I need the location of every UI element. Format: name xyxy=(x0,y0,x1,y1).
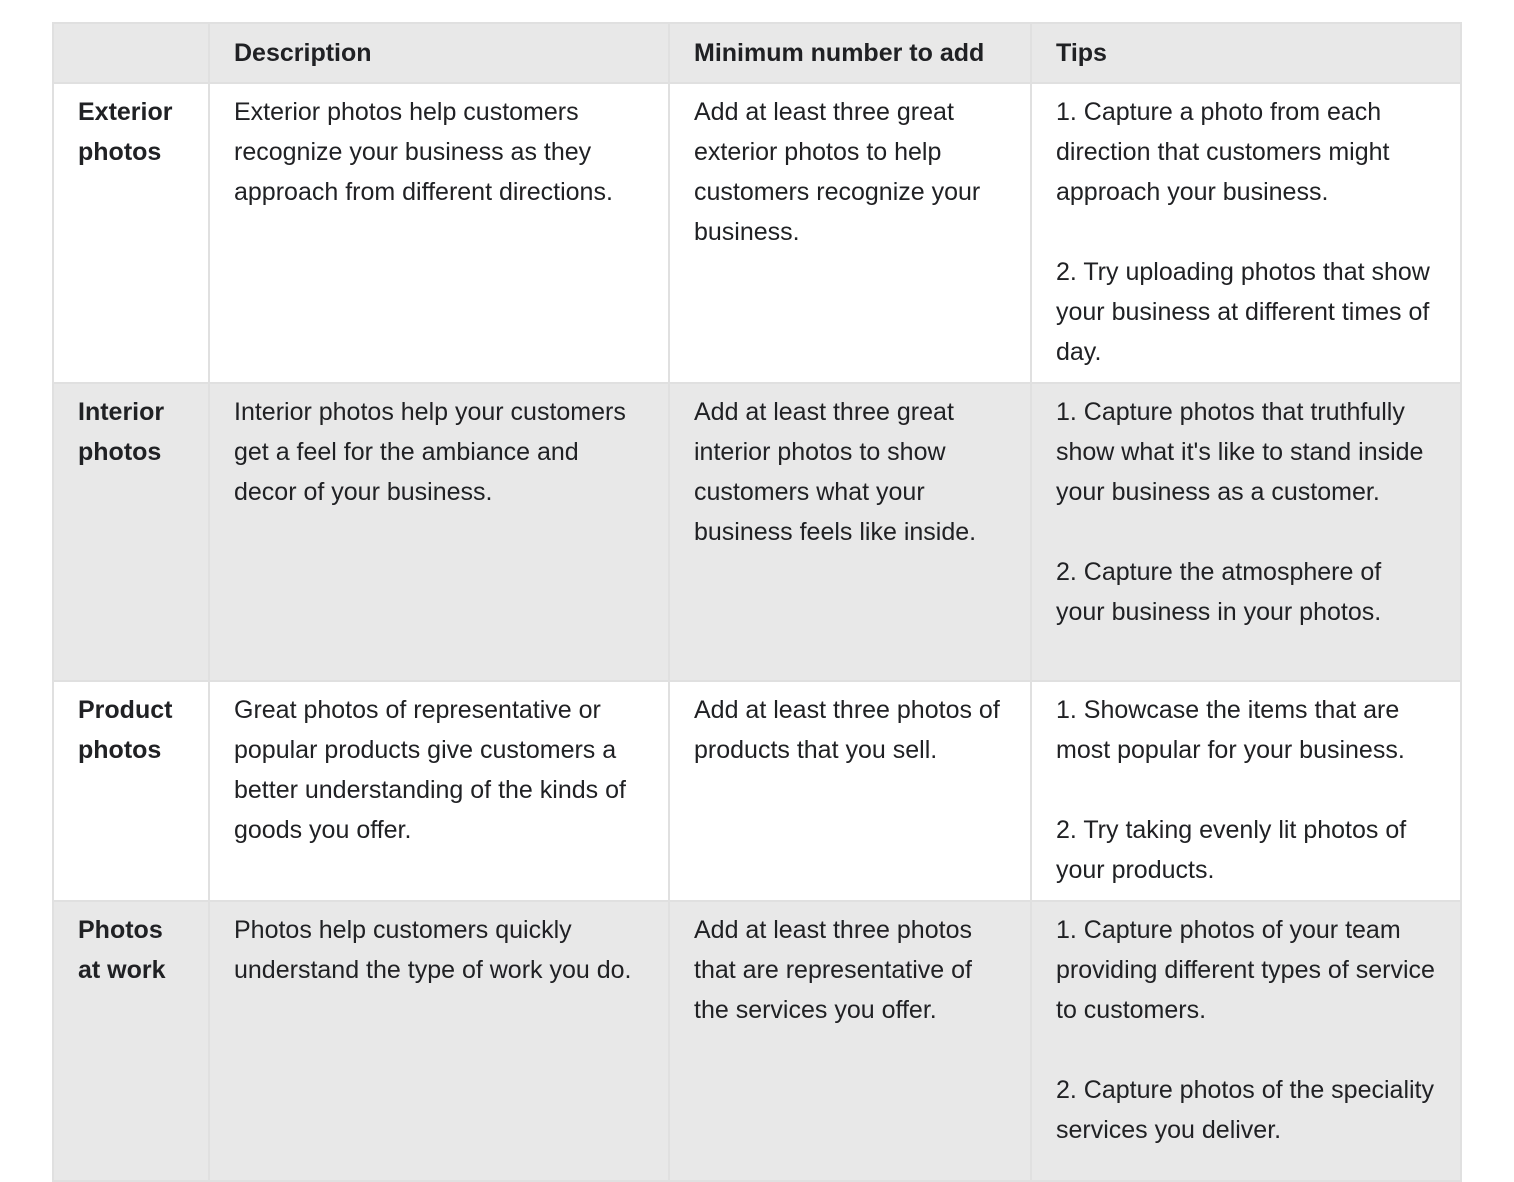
header-cell-empty xyxy=(53,23,209,83)
row-minimum: Add at least three great exterior photos to help customers recognize your business. xyxy=(669,83,1031,383)
row-description: Interior photos help your customers get a feel for the ambiance and decor of your business. xyxy=(209,383,669,681)
row-label: Exterior photos xyxy=(53,83,209,383)
header-cell-minimum: Minimum number to add xyxy=(669,23,1031,83)
row-description: Exterior photos help customers recognize your business as they approach from different directions. xyxy=(209,83,669,383)
tip-item: 1. Capture photos that truthfully show what it's like to stand inside your business as a customer. xyxy=(1056,398,1424,506)
row-description: Photos help customers quickly understand the type of work you do. xyxy=(209,901,669,1181)
tip-item: 2. Try taking evenly lit photos of your products. xyxy=(1056,816,1407,884)
photo-guidelines-table xyxy=(52,22,1462,1182)
row-tips xyxy=(1031,681,1461,901)
header-cell-tips: Tips xyxy=(1031,23,1461,83)
tip-item: 1. Capture a photo from each direction that customers might approach your business. xyxy=(1056,98,1390,206)
row-tips xyxy=(1031,83,1461,383)
row-label: Photos at work xyxy=(53,901,209,1181)
photo-guidelines-table-wrapper xyxy=(52,22,1460,1182)
tip-spacer xyxy=(1056,212,1436,252)
table-row xyxy=(53,83,1461,383)
row-tips xyxy=(1031,901,1461,1181)
row-label: Product photos xyxy=(53,681,209,901)
tip-spacer xyxy=(1056,512,1436,552)
table-body xyxy=(53,83,1461,1181)
row-minimum: Add at least three great interior photos to show customers what your business feels like inside. xyxy=(669,383,1031,681)
tip-spacer xyxy=(1056,1030,1436,1070)
tip-item: 1. Showcase the items that are most popular for your business. xyxy=(1056,696,1405,764)
table-row xyxy=(53,383,1461,681)
table-row xyxy=(53,681,1461,901)
row-tips xyxy=(1031,383,1461,681)
tip-spacer xyxy=(1056,770,1436,810)
row-minimum: Add at least three photos of products that you sell. xyxy=(669,681,1031,901)
tip-item: 2. Try uploading photos that show your business at different times of day. xyxy=(1056,258,1430,366)
header-cell-description: Description xyxy=(209,23,669,83)
tip-item: 2. Capture the atmosphere of your business in your photos. xyxy=(1056,558,1382,626)
row-minimum: Add at least three photos that are representative of the services you offer. xyxy=(669,901,1031,1181)
tip-item: 1. Capture photos of your team providing different types of service to customers. xyxy=(1056,916,1435,1024)
table-header xyxy=(53,23,1461,83)
header-row xyxy=(53,23,1461,83)
tip-item: 2. Capture photos of the speciality services you deliver. xyxy=(1056,1076,1435,1144)
row-label: Interior photos xyxy=(53,383,209,681)
row-description: Great photos of representative or popular products give customers a better understanding of the kinds of goods you offer. xyxy=(209,681,669,901)
table-row xyxy=(53,901,1461,1181)
